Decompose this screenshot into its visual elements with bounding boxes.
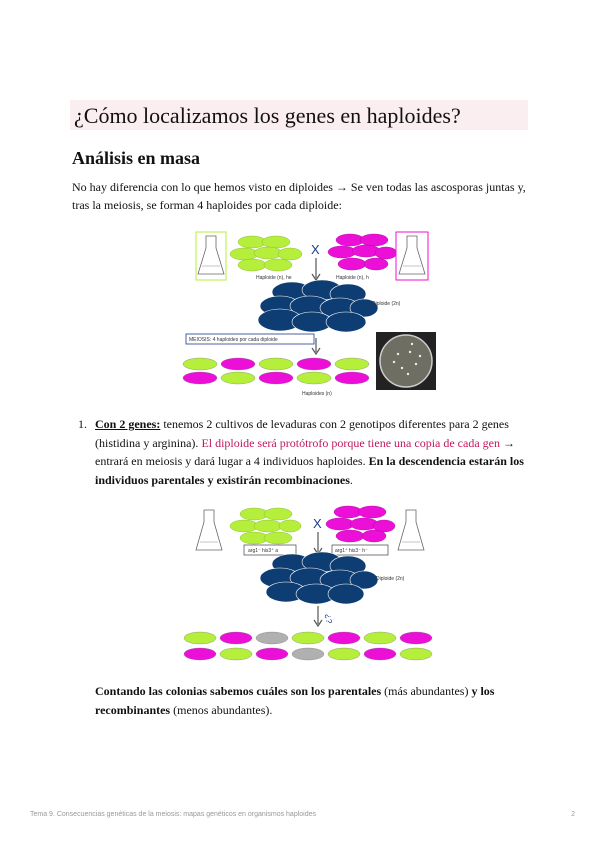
list-number: 1. — [78, 417, 87, 431]
cross-symbol: X — [313, 516, 322, 531]
item-text-1: tenemos 2 cultivos de levaduras con 2 genotipos diferentes para 2 genes (histidina y arginina). — [95, 417, 509, 450]
item-bold-text: En la descendencia estarán los individuos parentales y existirán recombinaciones — [95, 454, 524, 487]
closing-paragraph — [95, 682, 525, 720]
item-text-2: → entrará en meiosis y dará lugar a 4 individuos haploides. — [95, 435, 515, 468]
flask-right-icon — [398, 510, 424, 550]
figure-two-genes — [182, 502, 437, 668]
flask-left-icon — [196, 510, 222, 550]
flask-left-icon — [196, 232, 226, 280]
item-lead: Con 2 genes: — [95, 417, 161, 431]
cross-symbol: X — [311, 242, 320, 257]
diploid-cluster — [258, 280, 378, 332]
haploid-cluster-magenta — [328, 234, 397, 270]
question-mark: ¿? — [324, 614, 333, 624]
diploid-cluster — [260, 552, 378, 604]
section-title: Análisis en masa — [72, 148, 201, 168]
haploid-row-2 — [183, 372, 369, 384]
item-end: . — [349, 472, 353, 487]
item-pink-text: El diploide será protótrofo porque tiene una copia de cada gen — [201, 435, 500, 450]
meiosis-label: MEIOSIS: 4 haploides por cada diploide — [189, 337, 278, 343]
label-haploid-left: Haploide (n), he — [256, 275, 292, 281]
haploid-row-1 — [183, 358, 369, 370]
label-diploid: Diploide (2n) — [376, 576, 405, 582]
haploid-cluster-lime — [230, 236, 302, 271]
closing-bold-2: y los recombinantes — [95, 684, 495, 717]
label-diploid: Diploide (2n) — [372, 301, 401, 307]
haploid-cluster-lime — [230, 508, 301, 544]
closing-text-2: (menos abundantes). — [170, 703, 273, 717]
haploid-row-1 — [184, 632, 432, 644]
label-haploids: Haploides (n) — [302, 391, 332, 397]
closing-text-1: (más abundantes) — [381, 684, 472, 698]
label-genotype-right: arg1⁺ his3⁻ h⁻ — [335, 548, 368, 554]
label-haploid-right: Haploide (n), h — [336, 275, 369, 281]
list-item-two-genes — [78, 415, 533, 489]
flask-right-icon — [396, 232, 428, 280]
haploid-cluster-magenta — [326, 506, 395, 542]
page-footer — [30, 811, 575, 818]
closing-bold-1: Contando las colonias sabemos cuáles son los parentales — [95, 684, 382, 698]
intro-paragraph: No hay diferencia con lo que hemos visto en diploides → Se ven todas las ascosporas juntas y, tras la meiosis, se forman 4 haploides por cada diploide: — [72, 180, 526, 212]
haploid-row-2 — [184, 648, 432, 660]
footer-text: Tema 9. Consecuencias genéticas de la meiosis: mapas genéticos en organismos haploides — [30, 811, 316, 818]
petri-dish-image — [376, 332, 436, 390]
label-genotype-left: arg1⁻ his3⁺ a — [248, 548, 279, 554]
page-title: ¿Cómo localizamos los genes en haploides? — [70, 100, 528, 130]
figure-mass-analysis — [180, 228, 440, 400]
page-number: 2 — [571, 811, 575, 818]
